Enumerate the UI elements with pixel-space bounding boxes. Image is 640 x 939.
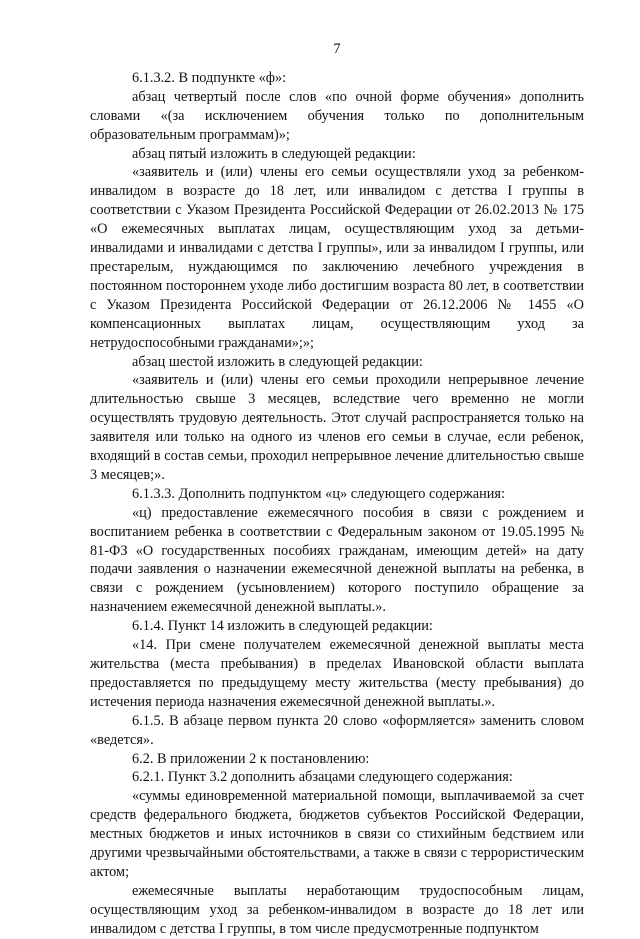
- paragraph-abzac-5-text: «заявитель и (или) члены его семьи осуществляли уход за ребенком-инвалидом в возрасте до 18 лет, или инвалидом с детства I группы в соответствии с Указом Президента Российской Федерации от 26.02.2013 № 175 «О ежемесячных выплатах лицам, осуществляющим уход за детьми-инвалидами и инвалидами с детства I группы», или за инвалидом I группы, или престарелым, нуждающимся по заключению лечебного учреждения в постоянном постороннем уходе либо достигшим возраста 80 лет, в соответствии с Указом Президента Российской Федерации от 26.12.2006 № 1455 «О компенсационных выплатах лицам, осуществляющим уход за нетрудоспособными гражданами»;»;: [90, 164, 584, 351]
- paragraph-6-1-3-2: 6.1.3.2. В подпункте «ф»:: [132, 69, 287, 86]
- page-number: 7: [333, 41, 341, 57]
- paragraph-6-2-1: 6.2.1. Пункт 3.2 дополнить абзацами следующего содержания:: [132, 769, 513, 786]
- paragraph-monthly-payments: ежемесячные выплаты неработающим трудоспособным лицам, осуществляющим уход за ребенком-инвалидом в возрасте до 18 лет или инвалидом с детства I группы, в том числе предусмотренные подпунктом: [90, 882, 584, 937]
- paragraph-abzac-6-text: «заявитель и (или) члены его семьи проходили непрерывное лечение длительностью свыше 3 месяцев, вследствие чего временно не могли осуществлять трудовую деятельность. Этот случай распространяется только на заявителя или только на одного из членов его семьи в случае, если ребенок, входящий в состав семьи, проходил непрерывное лечение длительностью свыше 3 месяцев;».: [90, 372, 584, 483]
- paragraph-point-14: «14. При смене получателем ежемесячной денежной выплаты места жительства (места пребывания) в пределах Ивановской области выплата предоставляется по предыдущему месту жительства (месту пребывания) до истечения периода назначения ежемесячной денежной выплаты.».: [90, 637, 584, 710]
- paragraph-6-1-4: 6.1.4. Пункт 14 изложить в следующей редакции:: [132, 618, 433, 635]
- paragraph-6-2: 6.2. В приложении 2 к постановлению:: [132, 750, 370, 767]
- paragraph-subpoint-ts: «ц) предоставление ежемесячного пособия в связи с рождением и воспитанием ребенка в соответствии с Федеральным законом от 19.05.1995 № 81-ФЗ «О государственных пособиях гражданам, имеющим детей» на дату подачи заявления о назначении ежемесячной денежной выплаты на ребенка, в связи с рождением (усыновлением) которого поступило обращение за назначением ежемесячной денежной выплаты.».: [90, 504, 584, 616]
- paragraph-abzac-5-intro: абзац пятый изложить в следующей редакции:: [132, 145, 416, 162]
- paragraph-6-1-3-3: 6.1.3.3. Дополнить подпунктом «ц» следующего содержания:: [132, 485, 505, 502]
- paragraph-abzac-6-intro: абзац шестой изложить в следующей редакции:: [132, 353, 423, 370]
- paragraph-material-aid: «суммы единовременной материальной помощи, выплачиваемой за счет средств федерального бюджета, бюджетов субъектов Российской Федерации, местных бюджетов и иных источников в связи со стихийным бедствием или другими чрезвычайными обстоятельствами, а также в связи с террористическим актом;: [90, 788, 584, 880]
- paragraph-abzac-4: абзац четвертый после слов «по очной форме обучения» дополнить словами «(за исключением обучения только по дополнительным образовательным программам)»;: [90, 88, 584, 143]
- paragraph-6-1-5: 6.1.5. В абзаце первом пункта 20 слово «оформляется» заменить словом «ведется».: [90, 712, 584, 748]
